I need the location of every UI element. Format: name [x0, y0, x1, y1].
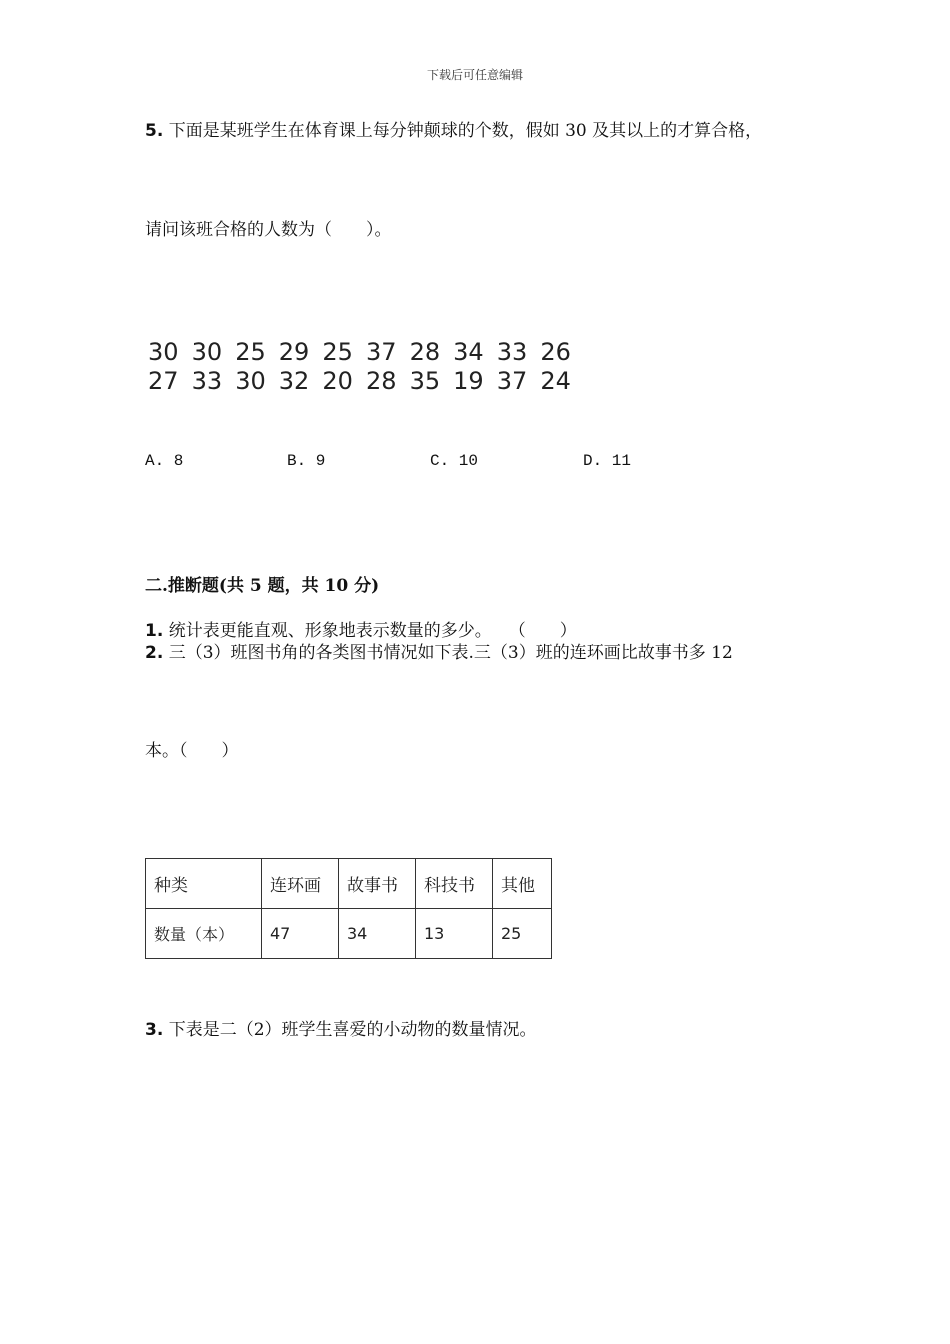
number-value: 25 — [322, 338, 353, 366]
table-cell: 连环画 — [262, 859, 339, 909]
judge-2-line2: 本。（ ） — [145, 741, 239, 761]
number-value: 27 — [148, 367, 179, 395]
number-value: 20 — [322, 367, 353, 395]
number-value: 25 — [235, 338, 266, 366]
table-cell: 其他 — [493, 859, 552, 909]
table-row — [146, 909, 552, 959]
table-header-row — [146, 859, 552, 909]
table-cell: 34 — [339, 909, 416, 959]
judge-1-text: 统计表更能直观、形象地表示数量的多少。 （ ） — [168, 621, 577, 641]
number-value: 35 — [409, 367, 441, 395]
number-value: 34 — [453, 338, 484, 366]
option-c[interactable]: C. 10 — [430, 452, 479, 470]
table-cell: 种类 — [146, 859, 262, 909]
judge-3-text: 下表是二（2）班学生喜爱的小动物的数量情况。 — [168, 1020, 537, 1040]
table-cell: 科技书 — [416, 859, 493, 909]
numbers-figure — [148, 338, 588, 396]
number-value: 33 — [496, 338, 528, 366]
books-table — [145, 858, 552, 959]
table-cell: 故事书 — [339, 859, 416, 909]
number-value: 24 — [540, 367, 571, 395]
option-d[interactable]: D. 11 — [583, 452, 632, 470]
page-header: 下载后可任意编辑 — [426, 68, 523, 82]
number-value: 26 — [540, 338, 571, 366]
number-value: 19 — [453, 367, 484, 395]
numbers-row-1 — [148, 338, 588, 367]
judge-2-number: 2. — [145, 643, 164, 663]
table-cell: 数量（本） — [146, 909, 262, 959]
question-5-line2: 请问该班合格的人数为（ ）。 — [145, 220, 392, 240]
judge-1-number: 1. — [145, 621, 164, 641]
number-value: 37 — [496, 367, 528, 395]
number-value: 32 — [278, 367, 310, 395]
table-cell: 47 — [262, 909, 339, 959]
question-5-line1 — [145, 116, 762, 141]
number-value: 33 — [191, 367, 223, 395]
table-cell: 13 — [416, 909, 493, 959]
option-b[interactable]: B. 9 — [287, 452, 326, 470]
number-value: 28 — [409, 338, 441, 366]
judge-3 — [145, 1015, 537, 1040]
number-value: 28 — [365, 367, 397, 395]
judge-2-text: 三（3）班图书角的各类图书情况如下表.三（3）班的连环画比故事书多 12 — [168, 643, 733, 663]
judge-2-line1 — [145, 638, 733, 663]
number-value: 30 — [148, 338, 179, 366]
number-value: 30 — [191, 338, 223, 366]
number-value: 30 — [235, 367, 266, 395]
question-5-number: 5. — [145, 121, 164, 141]
numbers-row-2 — [148, 367, 588, 396]
judge-3-number: 3. — [145, 1020, 164, 1040]
number-value: 29 — [278, 338, 310, 366]
option-a[interactable]: A. 8 — [145, 452, 184, 470]
number-value: 37 — [365, 338, 397, 366]
section-2-title: 二.推断题(共 5 题，共 10 分) — [145, 576, 380, 596]
table-cell: 25 — [493, 909, 552, 959]
question-5-text: 下面是某班学生在体育课上每分钟颠球的个数，假如 30 及其以上的才算合格， — [168, 121, 763, 141]
